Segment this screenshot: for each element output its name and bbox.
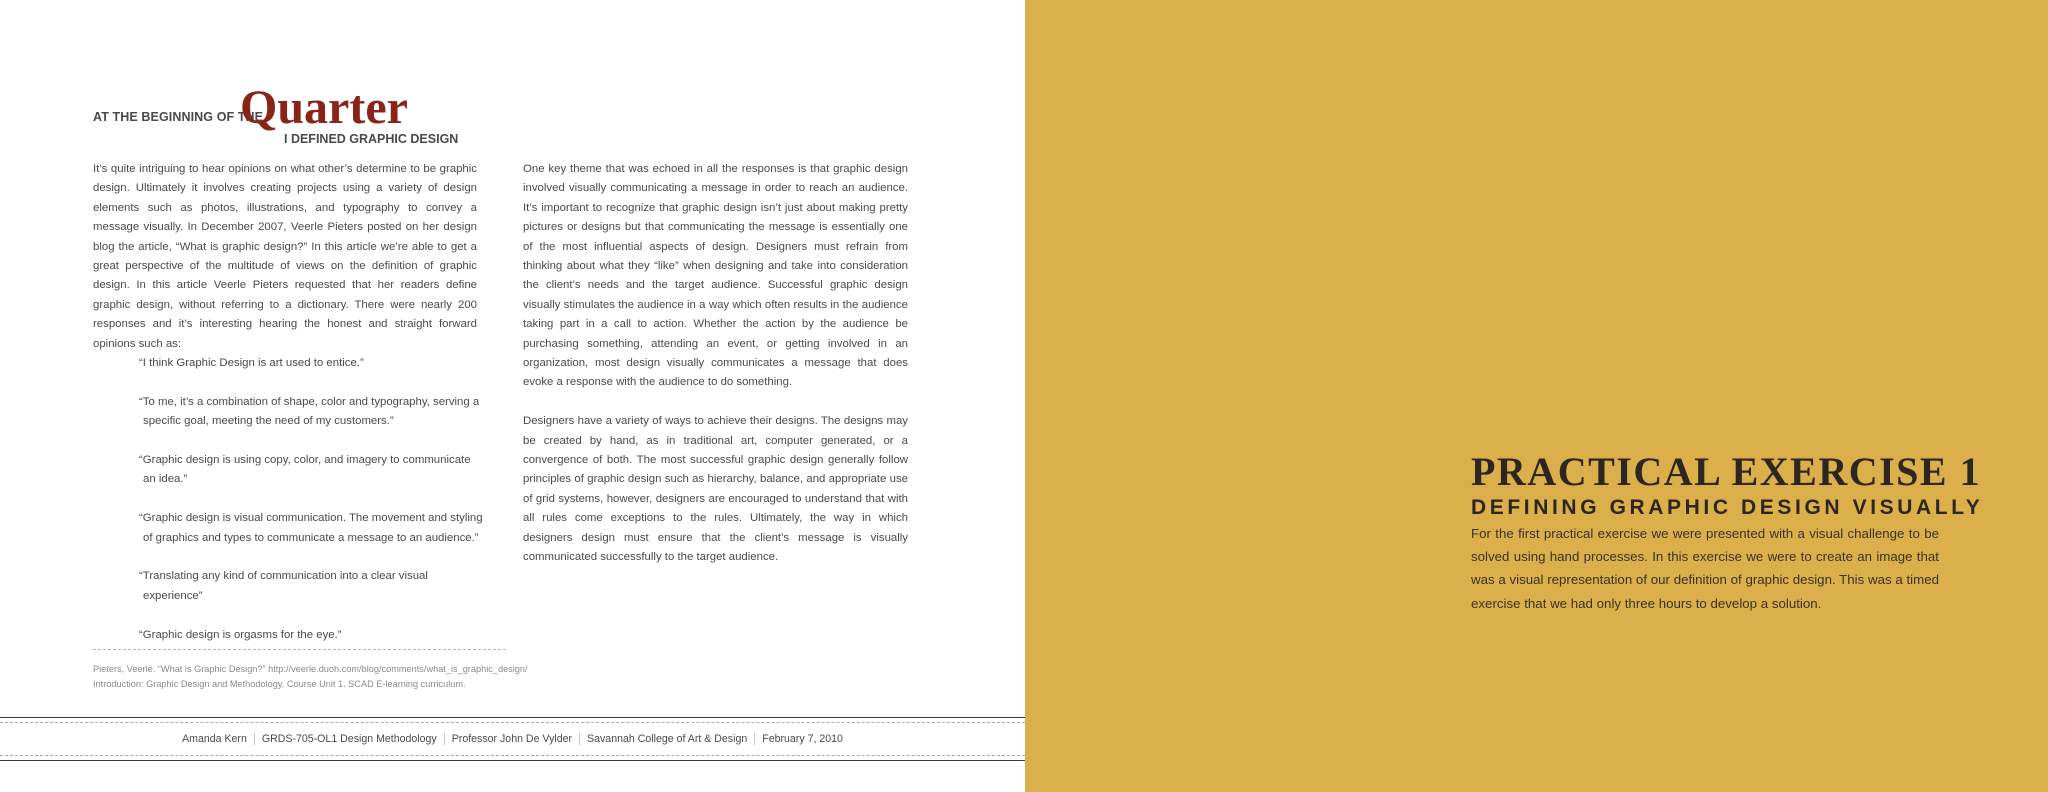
exercise-subtitle: DEFINING GRAPHIC DESIGN VISUALLY bbox=[1471, 496, 1984, 519]
quote-item: “To me, it’s a combination of shape, color and typography, serving a specific goal, meeting the need of my customers.” bbox=[139, 395, 480, 428]
footer-school: Savannah College of Art & Design bbox=[587, 733, 748, 745]
footer-rule bbox=[0, 760, 1025, 761]
citation-divider bbox=[93, 649, 506, 650]
footer-rule bbox=[0, 755, 1025, 756]
footer-rule bbox=[0, 722, 1025, 723]
quote-item: “Graphic design is using copy, color, and imagery to communicate an idea.” bbox=[139, 454, 471, 486]
exercise-title: PRACTICAL EXERCISE 1 bbox=[1471, 449, 1982, 494]
heading-prefix: AT THE BEGINNING OF THE bbox=[93, 110, 264, 124]
quote-item: “Graphic design is visual communication. The movement and styling of graphics and types to communicate a message to an audience.” bbox=[139, 512, 483, 544]
body-paragraph: One key theme that was echoed in all the responses is that graphic design involved visually communicating a message in order to reach an audience. It’s important to recognize that graphic design isn’t just about making pretty pictures or designs but that communicating the message is essentially one of the most influential aspects of design. Designers must refrain from thinking about what they “like” when designing and take into consideration the client’s needs and the target audience. Successful graphic design visually stimulates the audience in a way which often results in the audience taking part in a call to action. Whether the action by the audience be purchasing something, attending an event, or getting involved in an organization, most design visually communicates a message that does evoke a response with the audience to do something. bbox=[523, 163, 908, 389]
footer-separator bbox=[444, 733, 445, 745]
left-column bbox=[93, 160, 477, 354]
footer-separator bbox=[754, 733, 755, 745]
right-column bbox=[523, 160, 908, 568]
heading-quarter: Quarter bbox=[240, 81, 408, 134]
quote-item: “Graphic design is orgasms for the eye.” bbox=[139, 628, 342, 641]
section-heading bbox=[93, 81, 459, 148]
body-paragraph: Designers have a variety of ways to achieve their designs. The designs may be created by hand, as in traditional art, computer generated, or a convergence of both. The most successful graphic design generally follow principles of graphic design such as hierarchy, balance, and appropriate use of grid systems, however, designers are encouraged to understand that with all rules come exceptions to the rules. Ultimately, the way in which designers design must ensure that the client’s message is visually communicated successfully to the target audience. bbox=[523, 415, 908, 564]
footer-date: February 7, 2010 bbox=[762, 733, 843, 745]
footer-professor: Professor John De Vylder bbox=[451, 733, 573, 745]
footer bbox=[0, 733, 1025, 745]
footer-separator bbox=[579, 733, 580, 745]
quote-item: “I think Graphic Design is art used to entice.” bbox=[139, 357, 364, 369]
quote-item: “Translating any kind of communication into a clear visual experience” bbox=[139, 570, 428, 602]
heading-subtitle: I DEFINED GRAPHIC DESIGN bbox=[284, 132, 459, 146]
footer-separator bbox=[254, 733, 255, 745]
footer-rule bbox=[0, 717, 1025, 718]
quote-list bbox=[139, 354, 484, 664]
citation-line: Introduction: Graphic Design and Methodology. Course Unit 1. SCAD E-learning curriculum. bbox=[93, 679, 466, 689]
footer-author: Amanda Kern bbox=[182, 733, 247, 745]
right-page bbox=[1025, 0, 2048, 792]
citation bbox=[93, 662, 533, 692]
footer-course: GRDS-705-OL1 Design Methodology bbox=[261, 733, 437, 745]
intro-paragraph: It’s quite intriguing to hear opinions on what other’s determine to be graphic design. Ultimately it involves creating projects using a variety of design elements such as photos, illustrations, and typography to convey a message visually. In December 2007, Veerle Pieters posted on her design blog the article, “What is graphic design?” In this article we’re able to get a great perspective of the multitude of views on the definition of graphic design. In this article Veerle Pieters requested that her readers define graphic design, without referring to a dictionary. There were nearly 200 responses and it’s interesting hearing the honest and straight forward opinions such as: bbox=[93, 163, 477, 350]
exercise-description: For the first practical exercise we were presented with a visual challenge to be solved using hand processes. In this exercise we were to create an image that was a visual representation of our definition of graphic design. This was a timed exercise that we had only three hours to develop a solution. bbox=[1471, 526, 1939, 611]
citation-line: Pieters, Veerle. “What is Graphic Design?” http://veerle.duoh.com/blog/comments/what_is_graphic_design/ bbox=[93, 664, 528, 674]
